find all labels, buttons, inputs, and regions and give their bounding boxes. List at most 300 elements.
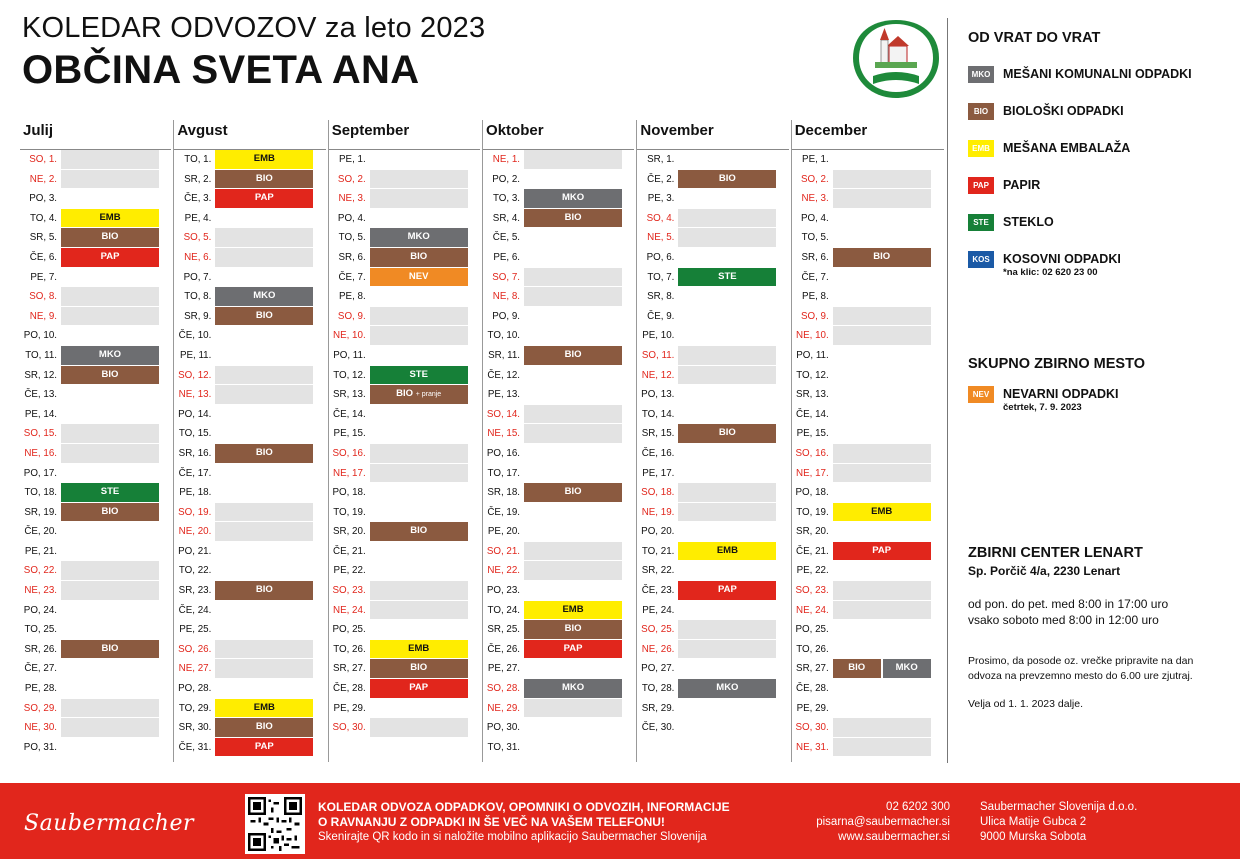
pickup-tag-code: BIO <box>564 486 582 498</box>
day-label: SO, 14. <box>486 408 521 420</box>
municipality-title: OBČINA SVETA ANA <box>22 48 420 92</box>
pickup-cell <box>370 209 468 228</box>
pickup-tag-code: PAP <box>717 584 737 596</box>
day-row <box>792 679 944 699</box>
pickup-cell <box>678 385 776 404</box>
pickup-cell <box>215 150 313 169</box>
day-row <box>637 522 788 542</box>
day-row <box>20 738 171 758</box>
pickup-cell <box>524 561 622 580</box>
day-label: TO, 11. <box>25 349 57 361</box>
pickup-cell <box>61 326 159 345</box>
day-label: PE, 10. <box>642 330 675 342</box>
pickup-cell <box>61 346 159 365</box>
pickup-tag-code: BIO <box>101 505 119 517</box>
day-label: PO, 17. <box>23 467 57 479</box>
pickup-cell <box>833 307 931 326</box>
day-row <box>329 307 480 327</box>
day-row <box>174 346 325 366</box>
day-row <box>329 366 480 386</box>
pickup-cell <box>61 561 159 580</box>
day-row <box>174 287 325 307</box>
day-label: SR, 1. <box>647 154 675 165</box>
day-label: SR, 15. <box>641 428 675 440</box>
pickup-cell <box>61 366 159 385</box>
months-grid <box>20 120 946 762</box>
day-row <box>20 620 171 640</box>
day-label: PE, 13. <box>487 389 521 401</box>
day-row <box>329 581 480 601</box>
brand-logo: Saubermacher <box>24 811 194 836</box>
pickup-cell <box>61 679 159 698</box>
day-row <box>637 699 788 719</box>
center-hours-weekdays: od pon. do pet. med 8:00 in 17:00 uro <box>968 597 1169 611</box>
day-row <box>483 659 634 679</box>
day-label: ČE, 14. <box>333 408 366 420</box>
day-row <box>20 581 171 601</box>
pap-badge: PAP <box>968 177 994 194</box>
day-row <box>174 326 325 346</box>
pickup-cell <box>215 699 313 718</box>
center-hours-saturday: vsako soboto med 8:00 in 12:00 uro <box>968 613 1159 627</box>
day-label: NE, 19. <box>641 506 675 518</box>
pickup-cell <box>215 366 313 385</box>
pickup-tag-bio <box>61 503 159 522</box>
day-row <box>329 287 480 307</box>
pickup-cell <box>678 307 776 326</box>
pickup-tag-emb <box>833 503 931 522</box>
day-label: SO, 15. <box>23 428 57 440</box>
pickup-tag-bio <box>215 170 313 189</box>
day-row <box>20 189 171 209</box>
day-label: NE, 10. <box>333 330 366 342</box>
day-row <box>174 561 325 581</box>
day-row <box>637 601 788 621</box>
day-row <box>329 464 480 484</box>
pickup-cell <box>833 385 931 404</box>
day-label: TO, 14. <box>641 408 675 420</box>
day-row <box>20 503 171 523</box>
month-name: Avgust <box>174 120 325 150</box>
pickup-cell <box>833 464 931 483</box>
day-row <box>637 679 788 699</box>
day-label: ČE, 2. <box>647 173 675 185</box>
mko-badge: MKO <box>968 66 994 83</box>
day-label: SO, 5. <box>183 232 212 244</box>
pickup-cell <box>833 483 931 502</box>
pickup-cell <box>370 150 468 169</box>
pickup-tag-bio <box>370 248 468 267</box>
pickup-cell <box>215 679 313 698</box>
pickup-cell <box>524 444 622 463</box>
day-row <box>483 601 634 621</box>
day-label: SO, 1. <box>29 154 57 165</box>
pickup-cell <box>215 346 313 365</box>
day-label: SO, 9. <box>800 310 829 322</box>
month-november <box>637 120 791 762</box>
day-label: PO, 23. <box>486 585 521 597</box>
day-row <box>792 620 944 640</box>
footer-city: 9000 Murska Sobota <box>980 831 1087 843</box>
pickup-cell <box>524 228 622 247</box>
day-label: NE, 24. <box>796 604 829 616</box>
pickup-tag-code: BIO <box>255 584 273 596</box>
day-row <box>174 464 325 484</box>
pickup-tag-nev <box>370 268 468 287</box>
pickup-cell <box>678 718 776 737</box>
pickup-tag-code: BIO <box>255 309 273 321</box>
day-row <box>20 326 171 346</box>
day-label: SO, 26. <box>178 643 212 655</box>
day-row <box>20 150 171 170</box>
day-label: SR, 23. <box>178 585 212 597</box>
pickup-cell <box>370 581 468 600</box>
pickup-tag-emb <box>678 542 776 561</box>
pickup-tag-code: BIO <box>410 250 428 262</box>
day-label: PO, 16. <box>486 447 521 459</box>
pickup-tag-code: EMB <box>253 701 275 713</box>
day-label: SO, 16. <box>332 447 366 459</box>
day-label: PO, 11. <box>796 349 829 361</box>
pickup-cell <box>524 542 622 561</box>
day-row <box>792 444 944 464</box>
pickup-cell <box>833 170 931 189</box>
day-row <box>329 542 480 562</box>
day-label: SO, 11. <box>641 349 675 361</box>
day-label: TO, 22. <box>178 565 212 577</box>
day-label: ČE, 26. <box>487 643 521 655</box>
day-label: PO, 7. <box>183 271 212 283</box>
pickup-cell <box>61 522 159 541</box>
day-row <box>792 561 944 581</box>
day-row <box>483 307 634 327</box>
day-row <box>792 424 944 444</box>
day-label: NE, 27. <box>178 663 212 675</box>
pickup-cell <box>370 679 468 698</box>
day-row <box>637 581 788 601</box>
pickup-cell <box>61 542 159 561</box>
day-row <box>174 424 325 444</box>
day-label: ČE, 20. <box>24 526 57 538</box>
pickup-cell <box>215 209 313 228</box>
month-name: November <box>637 120 788 150</box>
calendar-title-top: KOLEDAR ODVOZOV za leto 2023 <box>22 12 486 44</box>
day-label: PO, 2. <box>492 173 521 185</box>
pickup-cell <box>678 228 776 247</box>
day-label: SR, 27. <box>333 663 366 675</box>
pickup-tag-code: BIO <box>101 642 119 654</box>
day-row <box>637 170 788 190</box>
day-row <box>792 640 944 660</box>
pickup-tag-bio <box>370 522 468 541</box>
pickup-cell <box>524 287 622 306</box>
day-row <box>483 503 634 523</box>
day-label: NE, 23. <box>24 585 57 597</box>
center-address: Sp. Porčič 4/a, 2230 Lenart <box>968 564 1121 578</box>
day-row <box>637 640 788 660</box>
day-label: SO, 8. <box>29 291 57 303</box>
day-label: ČE, 6. <box>29 251 57 263</box>
day-label: ČE, 28. <box>796 683 829 695</box>
footer-email[interactable]: pisarna@saubermacher.si <box>816 816 950 828</box>
month-september <box>329 120 483 762</box>
pickup-tag-bio <box>524 620 622 639</box>
day-row <box>174 405 325 425</box>
day-row <box>637 385 788 405</box>
day-row <box>792 346 944 366</box>
pickup-tag-code: MKO <box>716 682 739 694</box>
pickup-cell <box>833 287 931 306</box>
day-label: ČE, 12. <box>487 369 521 381</box>
day-label: PE, 3. <box>647 193 675 205</box>
pickup-cell <box>678 268 776 287</box>
pickup-cell <box>678 366 776 385</box>
day-row <box>792 385 944 405</box>
pickup-tag-bio <box>61 228 159 247</box>
pickup-cell <box>524 659 622 678</box>
pickup-tag-code: BIO <box>255 172 273 184</box>
day-row <box>637 326 788 346</box>
day-row <box>792 581 944 601</box>
pickup-cell <box>833 718 931 737</box>
day-label: SR, 18. <box>487 487 521 499</box>
day-row <box>483 346 634 366</box>
crest-text: Sv. Ana <box>879 81 913 91</box>
pickup-cell <box>678 503 776 522</box>
pickup-cell <box>215 640 313 659</box>
day-label: PE, 6. <box>493 251 521 263</box>
pickup-cell <box>524 601 622 620</box>
pickup-cell <box>833 346 931 365</box>
pickup-cell <box>215 268 313 287</box>
pickup-cell <box>678 679 776 698</box>
pickup-cell <box>370 170 468 189</box>
pickup-tag-code: MKO <box>98 348 122 360</box>
day-row <box>174 620 325 640</box>
pickup-tag-code: BIO <box>255 446 273 458</box>
day-label: PE, 4. <box>184 212 212 224</box>
day-label: ČE, 21. <box>333 545 366 557</box>
pickup-tag-code: MKO <box>253 290 276 302</box>
pickup-cell <box>524 522 622 541</box>
day-label: SR, 13. <box>333 389 366 401</box>
day-label: TO, 4. <box>29 212 57 224</box>
pickup-cell <box>833 738 931 757</box>
day-row <box>329 424 480 444</box>
pickup-cell <box>370 620 468 639</box>
footer-phone[interactable]: 02 6202 300 <box>886 801 950 813</box>
pickup-tag-extra: + pranje <box>415 391 442 399</box>
pickup-cell <box>833 228 931 247</box>
day-label: PE, 15. <box>333 428 366 440</box>
day-label: ČE, 28. <box>333 683 366 695</box>
nev-date: četrtek, 7. 9. 2023 <box>1003 402 1082 413</box>
pickup-cell <box>524 699 622 718</box>
day-label: PO, 24. <box>23 604 57 616</box>
day-row <box>174 699 325 719</box>
pickup-cell <box>678 699 776 718</box>
day-row <box>20 268 171 288</box>
day-label: SR, 25. <box>487 624 521 636</box>
pickup-tag-mko <box>524 189 622 208</box>
day-label: ČE, 30. <box>641 722 675 734</box>
day-row <box>329 385 480 405</box>
pickup-tag-ste <box>678 268 776 287</box>
day-row <box>20 522 171 542</box>
day-row <box>483 405 634 425</box>
day-label: PO, 11. <box>333 349 366 361</box>
pickup-cell <box>524 424 622 443</box>
month-avgust <box>174 120 328 762</box>
day-row <box>792 228 944 248</box>
pickup-tag-pap <box>833 542 931 561</box>
collection-center <box>968 545 1230 712</box>
day-row <box>174 640 325 660</box>
legend-sublabel: *na klic: 02 620 23 00 <box>1003 267 1098 278</box>
day-row <box>637 503 788 523</box>
day-row <box>483 522 634 542</box>
footer-website[interactable]: www.saubermacher.si <box>838 831 950 843</box>
pickup-tag-code: EMB <box>253 153 275 164</box>
day-label: SR, 20. <box>333 526 366 538</box>
pickup-cell <box>524 483 622 502</box>
pickup-tag-pap <box>215 189 313 208</box>
pickup-cell <box>524 640 622 659</box>
pickup-cell <box>370 718 468 737</box>
pickup-tag-code: BIO <box>848 662 866 674</box>
day-label: SR, 12. <box>24 369 57 381</box>
pickup-tag-bio <box>833 248 931 267</box>
day-row <box>20 699 171 719</box>
pickup-tag-bio <box>215 581 313 600</box>
pickup-cell <box>215 542 313 561</box>
day-row <box>792 483 944 503</box>
day-row <box>792 170 944 190</box>
pickup-tag-code: STE <box>100 486 120 498</box>
footer-message-line2: O RAVNANJU Z ODPADKI IN ŠE VEČ NA VAŠEM TELEFONU! <box>318 815 665 829</box>
pickup-tag-code: EMB <box>562 603 584 615</box>
pickup-tag-code: PAP <box>872 544 892 556</box>
day-label: PO, 10. <box>23 330 57 342</box>
day-label: SR, 13. <box>796 389 829 401</box>
pickup-cell <box>833 542 931 561</box>
month-december <box>792 120 946 762</box>
day-label: ČE, 24. <box>178 604 212 616</box>
day-row <box>637 464 788 484</box>
pickup-tag-bio <box>678 170 776 189</box>
day-row <box>20 366 171 386</box>
day-label: SO, 28. <box>486 683 521 695</box>
pickup-tag-pap <box>215 738 313 757</box>
day-row <box>792 699 944 719</box>
day-label: PO, 18. <box>795 487 829 499</box>
footer-street: Ulica Matije Gubca 2 <box>980 816 1087 828</box>
footer-company: Saubermacher Slovenija d.o.o. <box>980 801 1138 813</box>
pickup-cell <box>524 150 622 169</box>
pickup-cell <box>678 601 776 620</box>
day-row <box>483 150 634 170</box>
day-label: TO, 28. <box>641 683 675 695</box>
pickup-cell <box>833 581 931 600</box>
day-row <box>483 699 634 719</box>
day-row <box>792 150 944 170</box>
day-label: PE, 21. <box>24 545 57 557</box>
day-row <box>20 659 171 679</box>
pickup-cell <box>370 522 468 541</box>
pickup-cell <box>215 248 313 267</box>
day-row <box>20 424 171 444</box>
pickup-cell <box>524 620 622 639</box>
pickup-tag-code: STE <box>409 368 428 380</box>
day-row <box>329 483 480 503</box>
day-row <box>174 209 325 229</box>
pickup-tag-emb <box>215 699 313 718</box>
pickup-tag-code: NEV <box>408 270 429 282</box>
pickup-tag-code: MKO <box>561 682 585 694</box>
day-row <box>792 738 944 758</box>
day-label: SR, 6. <box>338 251 366 263</box>
day-label: SO, 19. <box>178 506 212 518</box>
day-label: SO, 25. <box>641 624 675 636</box>
pickup-cell <box>833 601 931 620</box>
day-row <box>329 601 480 621</box>
day-label: PE, 28. <box>24 683 57 695</box>
legend-title: OD VRAT DO VRAT <box>968 30 1101 46</box>
day-row <box>20 640 171 660</box>
pickup-cell <box>678 209 776 228</box>
day-row <box>637 561 788 581</box>
day-label: SR, 11. <box>488 349 521 361</box>
day-row <box>20 209 171 229</box>
pickup-cell <box>61 385 159 404</box>
day-row <box>792 268 944 288</box>
pickup-cell <box>215 620 313 639</box>
day-label: TO, 24. <box>487 604 521 616</box>
day-row <box>483 385 634 405</box>
day-label: SR, 5. <box>29 232 57 244</box>
day-label: PE, 15. <box>796 428 829 440</box>
pickup-tag-bio <box>678 424 776 443</box>
day-row <box>20 561 171 581</box>
pickup-cell <box>61 444 159 463</box>
day-label: SR, 9. <box>184 310 212 322</box>
pickup-cell <box>61 699 159 718</box>
day-row <box>792 405 944 425</box>
day-label: SR, 6. <box>801 251 829 263</box>
day-row <box>792 248 944 268</box>
footer-message-line1: KOLEDAR ODVOZA ODPADKOV, OPOMNIKI O ODVOZIH, INFORMACIJE <box>318 800 730 814</box>
pickup-cell <box>61 601 159 620</box>
pickup-cell <box>678 424 776 443</box>
day-label: TO, 15. <box>178 428 212 440</box>
day-row <box>174 366 325 386</box>
pickup-cell <box>61 620 159 639</box>
pickup-tag-code: BIO <box>396 388 414 400</box>
pickup-cell <box>61 424 159 443</box>
pickup-cell <box>370 287 468 306</box>
pickup-tag-bio <box>61 366 159 385</box>
qr-code[interactable] <box>245 794 305 854</box>
pickup-tag-pap <box>61 248 159 267</box>
pickup-cell <box>215 170 313 189</box>
day-label: NE, 8. <box>492 291 521 303</box>
pickup-cell <box>524 581 622 600</box>
pickup-tag-code: MKO <box>561 192 585 204</box>
day-label: NE, 17. <box>333 467 366 479</box>
pickup-cell <box>524 464 622 483</box>
pickup-cell <box>61 659 159 678</box>
pickup-cell <box>833 620 931 639</box>
